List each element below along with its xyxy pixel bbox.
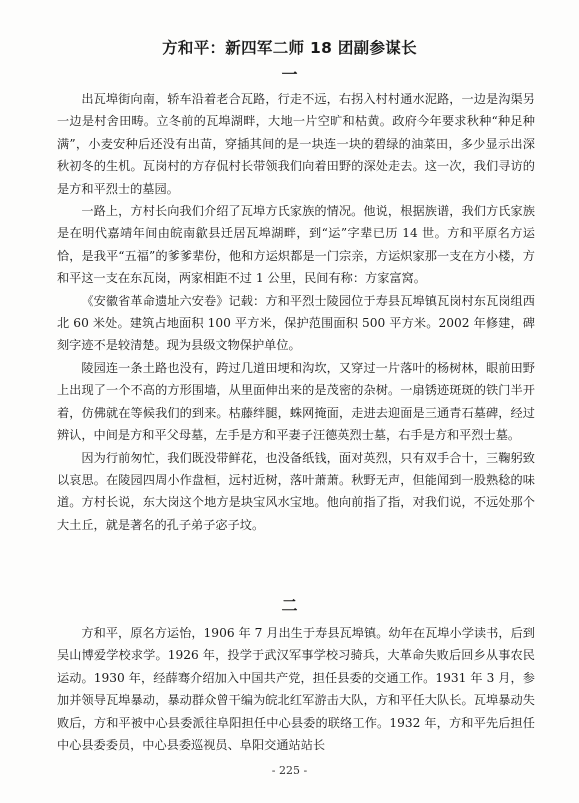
paragraph: 方和平，原名方运怡，1906 年 7 月出生于寿县瓦埠镇。幼年在瓦埠小学读书，后到吴山博爱学校求学。1926 年，投学于武汉军事学校习骑兵，大革命失败后回乡从事农民运动。1930 年，经薛骞介绍加入中国共产党，担任县委的交通工作。1931 年 3 月，参加并领导瓦埠暴动，暴动群众曾干编为皖北红军游击大队，方和平任大队长。瓦埠暴动失败后，方和平被中心县委派往阜阳担任中心县委的联络工作。1932 年，方和平先后担任中心县委委员，中心县委巡视员、阜阳交通站站长 bbox=[57, 626, 535, 753]
section-number-2: 二 bbox=[281, 596, 298, 615]
section-1-body bbox=[57, 88, 535, 536]
page-title: 方和平：新四军二师 18 团副参谋长 bbox=[162, 39, 417, 57]
paragraph: 出瓦埠街向南，轿车沿着老合瓦路，行走不远，右拐入村村通水泥路，一边是沟渠另一边是村舍田畴。立冬前的瓦埠湖畔，大地一片空旷和枯黄。政府今年要求秋种“种足种满”，小麦安种后还没有出苗，穿插其间的是一块连一块的碧绿的油菜田，多少显示出深秋初冬的生机。瓦岗村的方存侃村长带领我们向着田野的深处走去。这一次，我们寻访的是方和平烈士的墓园。 bbox=[57, 92, 535, 196]
section-number-1: 一 bbox=[281, 65, 298, 84]
page-number: - 225 - bbox=[271, 764, 308, 777]
paragraph: 《安徽省革命遗址六安卷》记载：方和平烈士陵园位于寿县瓦埠镇瓦岗村东瓦岗组西北 60 米处。建筑占地面积 100 平方米，保护范围面积 500 平方米。2002 年修建，碑刻字迹不是较清楚。现为县级文物保护单位。 bbox=[57, 293, 535, 353]
paragraph: 陵园连一条土路也没有，跨过几道田埂和沟坎，又穿过一片落叶的杨树林，眼前田野上出现了一个不高的方形围墙，从里面伸出来的是茂密的杂树。一扇锈迹斑斑的铁门半开着，仿佛就在等候我们的到来。枯藤绊腿，蛛网掩面，走进去迎面是三通青石墓碑，经过辨认，中间是方和平父母墓，左手是方和平妻子汪德英烈士墓，右手是方和平烈士墓。 bbox=[57, 360, 535, 443]
paragraph: 一路上，方村长向我们介绍了瓦埠方氏家族的情况。他说，根据族谱，我们方氏家族是在明代嘉靖年间由皖南歙县迁居瓦埠湖畔，到“运”字辈已历 14 世。方和平原名方运恰，是我平“五福”的爹爹辈份，他和方运炽都是一门宗亲，方运炽家那一支在方小楼，方和平这一支在东瓦岗，两家相距不过 1 公里，民间有称：方家富窝。 bbox=[57, 204, 535, 286]
section-2-body bbox=[57, 622, 535, 756]
paragraph: 因为行前匆忙，我们既没带鲜花，也没备纸钱，面对英烈，只有双手合十，三鞠躬致以哀思。在陵园四周小作盘桓，远村近树，落叶萧萧。秋野无声，但能闻到一股熟稔的味道。方村长说，东大岗这个地方是块宝风水宝地。他向前指了指，对我们说，不远处那个大土丘，就是著名的孔子弟子宓子坟。 bbox=[57, 450, 535, 532]
